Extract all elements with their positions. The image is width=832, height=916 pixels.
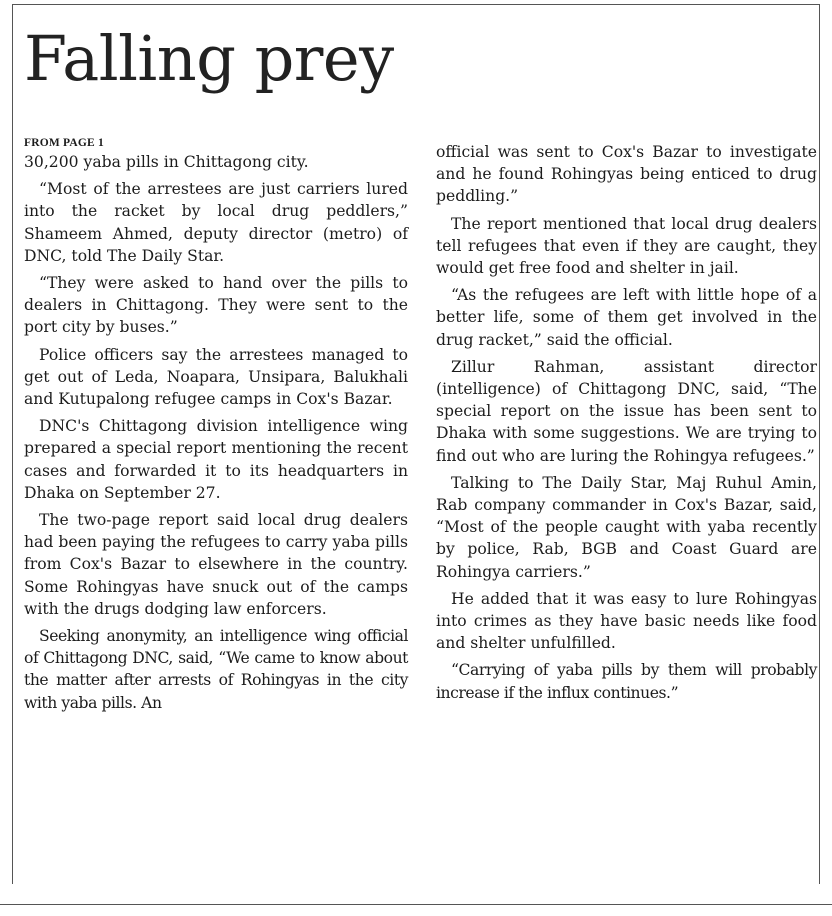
paragraph: official was sent to Cox's Bazar to investigate and he found Rohingyas being enticed to drug peddling.” [436,143,817,206]
left-border-rule [12,4,13,884]
paragraph: He added that it was easy to lure Rohingyas into crimes as they have basic needs like food and shelter unfulfilled. [436,589,817,653]
paragraph: The two-page report said local drug dealers had been paying the refugees to carry yaba pills from Cox's Bazar to elsewhere in the country. Some Rohingyas have snuck out of the camps with the drugs dodging law enforcers. [24,511,408,618]
paragraph: 30,200 yaba pills in Chittagong city. [24,153,309,171]
paragraph: Police officers say the arrestees managed to get out of Leda, Noapara, Unsipara, Balukhali and Kutupalong refugee camps in Cox's Bazar. [24,345,408,409]
paragraph: Zillur Rahman, assistant director (intelligence) of Chittagong DNC, said, “The special report on the issue has been sent to Dhaka with some suggestions. We are trying to find out who are luring the Rohingya refugees.” [436,357,817,465]
article-column-right [436,141,817,709]
headline: Falling prey [24,22,394,95]
paragraph: “Most of the arrestees are just carriers lured into the racket by local drug peddlers,” Shameem Ahmed, deputy director (metro) of DNC, told The Daily Star. [24,180,408,265]
paragraph: Talking to The Daily Star, Maj Ruhul Amin, Rab company commander in Cox's Bazar, said, “Most of the people caught with yaba recently by police, Rab, BGB and Coast Guard are Rohingya carriers.” [436,473,817,581]
article-column-left [24,137,408,719]
right-border-rule [819,4,820,884]
top-border-rule [12,4,820,5]
paragraph: The report mentioned that local drug dealers tell refugees that even if they are caught, they would get free food and shelter in jail. [436,214,817,278]
paragraph: “They were asked to hand over the pills to dealers in Chittagong. They were sent to the port city by buses.” [24,274,408,337]
bottom-border-rule [0,904,832,905]
continuation-label: FROM PAGE 1 [24,137,104,149]
paragraph: “As the refugees are left with little hope of a better life, some of them get involved in the drug racket,” said the official. [436,286,817,349]
paragraph: “Carrying of yaba pills by them will probably increase if the influx continues.” [436,661,817,702]
paragraph: DNC's Chittagong division intelligence wing prepared a special report mentioning the recent cases and forwarded it to its headquarters in Dhaka on September 27. [24,417,408,502]
paragraph: Seeking anonymity, an intelligence wing official of Chittagong DNC, said, “We came to know about the matter after arrests of Rohingyas in the city with yaba pills. An [24,627,408,712]
